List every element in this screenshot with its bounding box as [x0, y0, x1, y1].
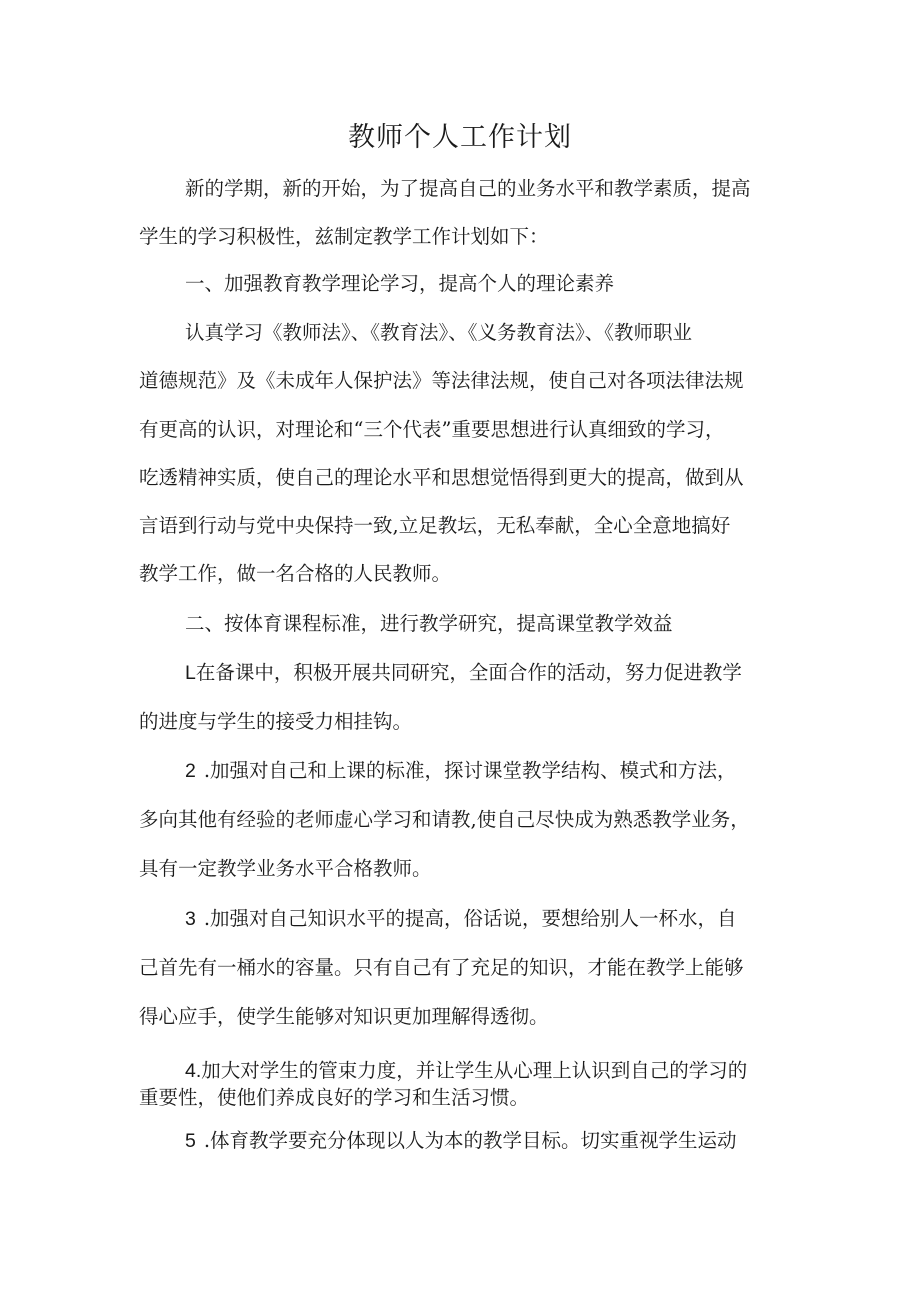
section-heading-1: 一、加强教育教学理论学习，提高个人的理论素养	[185, 272, 615, 295]
section1-line-6: 教学工作，做一名合格的人民教师。	[139, 562, 452, 585]
item1-line-1	[185, 658, 779, 688]
item4-line-2: 重要性，使他们养成良好的学习和生活习惯。	[139, 1086, 530, 1109]
item2-line-1	[185, 756, 779, 786]
document-title: 教师个人工作计划	[348, 122, 572, 153]
item1-line-2: 的进度与学生的接受力相挂钩。	[139, 710, 413, 733]
item3-line-2: 己首先有一桶水的容量。只有自己有了充足的知识，才能在教学上能够	[139, 956, 744, 979]
section1-line-3: 有更高的认识，对理论和“三个代表”重要思想进行认真细致的学习，	[139, 418, 725, 441]
item5-text: .体育教学要充分体现以人为本的教学目标。切实重视学生运动	[203, 1129, 737, 1152]
section1-line-4: 吃透精神实质，使自己的理论水平和思想觉悟得到更大的提高，做到从	[139, 466, 744, 489]
item3-text: .加强对自己知识水平的提高，俗话说，要想给别人一杯水，自	[203, 907, 737, 930]
item5-line-1	[185, 1126, 779, 1156]
item4-marker: 4.	[185, 1060, 202, 1082]
item3-line-3: 得心应手，使学生能够对知识更加理解得透彻。	[139, 1005, 549, 1028]
item5-marker: 5	[185, 1130, 196, 1152]
section1-line-1: 认真学习《教师法》、《教育法》、《义务教育法》、《教师职业	[185, 321, 693, 344]
intro-line-1: 新的学期，新的开始，为了提高自己的业务水平和教学素质，提高	[185, 177, 751, 200]
section1-line-2: 道德规范》及《未成年人保护法》等法律法规，使自己对各项法律法规	[139, 369, 744, 392]
intro-line-2: 学生的学习积极性，兹制定教学工作计划如下：	[139, 225, 549, 248]
item3-marker: 3	[185, 908, 196, 930]
item2-line-3: 具有一定教学业务水平合格教师。	[139, 857, 432, 880]
item2-marker: 2	[185, 760, 196, 782]
item2-line-2: 多向其他有经验的老师虚心学习和请教,使自己尽快成为熟悉教学业务，	[139, 808, 750, 831]
item1-marker: L	[185, 662, 196, 684]
item4-line-1	[185, 1056, 779, 1086]
section-heading-2: 二、按体育课程标准，进行教学研究，提高课堂教学效益	[185, 612, 673, 635]
item3-line-1	[185, 904, 779, 934]
item2-text: .加强对自己和上课的标准，探讨课堂教学结构、模式和方法，	[203, 759, 737, 782]
item4-text: 加大对学生的管束力度，并让学生从心理上认识到自己的学习的	[201, 1059, 748, 1082]
item1-text: 在备课中，积极开展共同研究，全面合作的活动，努力促进教学	[195, 661, 742, 684]
section1-line-5: 言语到行动与党中央保持一致,立足教坛，无私奉献，全心全意地搞好	[139, 514, 731, 537]
